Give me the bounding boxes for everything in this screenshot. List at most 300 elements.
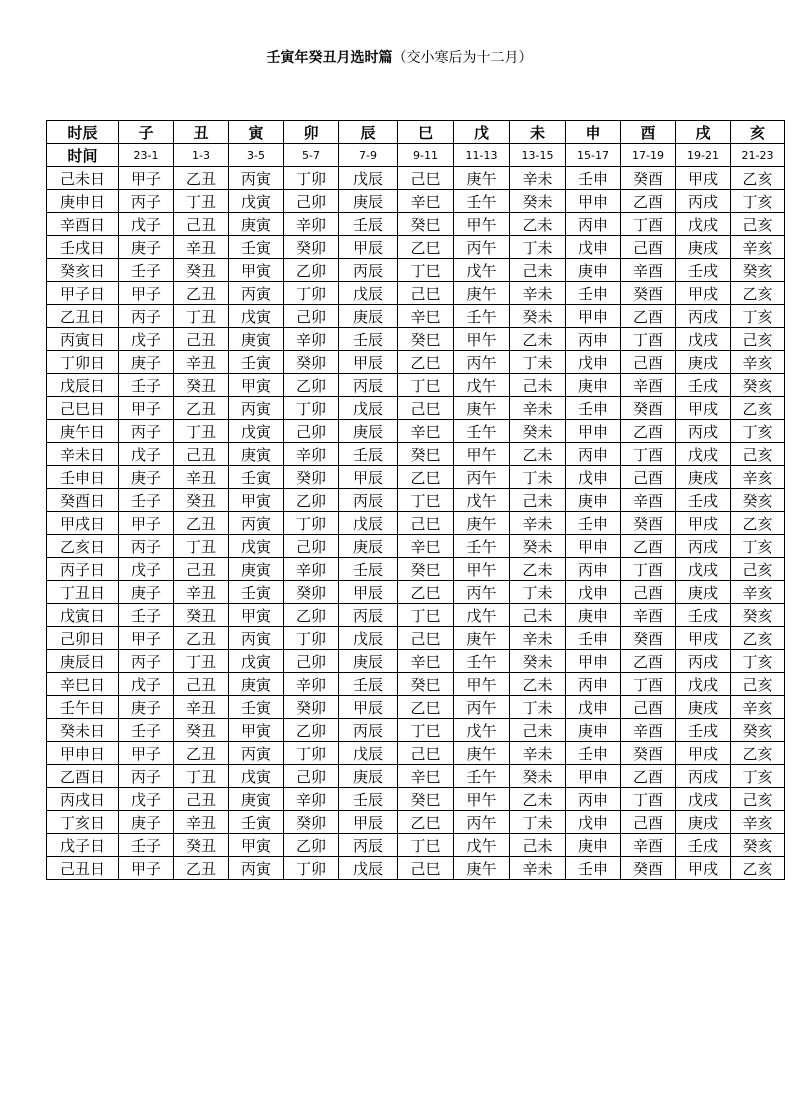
ganzhi-cell: 丁酉: [621, 213, 676, 236]
ganzhi-cell: 己亥: [731, 213, 785, 236]
ganzhi-cell: 丙辰: [339, 489, 398, 512]
table-row: [47, 489, 785, 512]
ganzhi-cell: 己未: [510, 604, 566, 627]
ganzhi-cell: 甲子: [119, 397, 174, 420]
ganzhi-cell: 甲子: [119, 857, 174, 880]
ganzhi-cell: 丙寅: [229, 857, 284, 880]
ganzhi-cell: 己卯: [284, 765, 339, 788]
ganzhi-cell: 甲午: [454, 213, 510, 236]
ganzhi-cell: 壬午: [454, 305, 510, 328]
ganzhi-cell: 丙寅: [229, 397, 284, 420]
ganzhi-cell: 庚辰: [339, 765, 398, 788]
ganzhi-cell: 乙酉: [621, 305, 676, 328]
ganzhi-cell: 丙戌: [676, 420, 731, 443]
ganzhi-cell: 戊子: [119, 788, 174, 811]
ganzhi-cell: 庚子: [119, 811, 174, 834]
table-row: [47, 696, 785, 719]
header-label: 时辰: [47, 121, 119, 144]
ganzhi-cell: 丁未: [510, 466, 566, 489]
title-main: 壬寅年癸丑月选时篇: [266, 50, 393, 66]
ganzhi-cell: 庚申: [566, 259, 621, 282]
ganzhi-cell: 辛丑: [174, 466, 229, 489]
ganzhi-cell: 甲寅: [229, 259, 284, 282]
ganzhi-cell: 庚午: [454, 397, 510, 420]
ganzhi-cell: 乙酉: [621, 190, 676, 213]
hour-range-cell: 3-5: [229, 144, 284, 167]
table-row: [47, 834, 785, 857]
ganzhi-cell: 己丑: [174, 328, 229, 351]
ganzhi-cell: 癸丑: [174, 259, 229, 282]
day-label-cell: 乙丑日: [47, 305, 119, 328]
ganzhi-cell: 乙酉: [621, 420, 676, 443]
ganzhi-cell: 壬午: [454, 420, 510, 443]
ganzhi-cell: 癸卯: [284, 811, 339, 834]
ganzhi-cell: 癸巳: [398, 328, 454, 351]
ganzhi-cell: 癸酉: [621, 167, 676, 190]
ganzhi-cell: 戊戌: [676, 328, 731, 351]
ganzhi-cell: 丙辰: [339, 834, 398, 857]
ganzhi-cell: 癸巳: [398, 443, 454, 466]
ganzhi-cell: 丙子: [119, 305, 174, 328]
day-label-cell: 壬戌日: [47, 236, 119, 259]
ganzhi-cell: 戊午: [454, 259, 510, 282]
branch-header-cell: 子: [119, 121, 174, 144]
ganzhi-cell: 丁未: [510, 236, 566, 259]
ganzhi-cell: 己亥: [731, 788, 785, 811]
hour-range-cell: 11-13: [454, 144, 510, 167]
ganzhi-cell: 甲申: [566, 305, 621, 328]
day-label-cell: 己未日: [47, 167, 119, 190]
ganzhi-cell: 己亥: [731, 558, 785, 581]
ganzhi-cell: 丙午: [454, 581, 510, 604]
ganzhi-cell: 丁巳: [398, 259, 454, 282]
ganzhi-cell: 甲子: [119, 627, 174, 650]
ganzhi-cell: 甲午: [454, 673, 510, 696]
ganzhi-cell: 辛巳: [398, 190, 454, 213]
ganzhi-cell: 癸酉: [621, 857, 676, 880]
day-label-cell: 丙寅日: [47, 328, 119, 351]
ganzhi-cell: 戊申: [566, 236, 621, 259]
day-label-cell: 己卯日: [47, 627, 119, 650]
ganzhi-cell: 丙申: [566, 328, 621, 351]
ganzhi-cell: 丁丑: [174, 190, 229, 213]
ganzhi-cell: 己巳: [398, 167, 454, 190]
ganzhi-cell: 癸丑: [174, 489, 229, 512]
ganzhi-cell: 戊寅: [229, 305, 284, 328]
branch-header-cell: 辰: [339, 121, 398, 144]
ganzhi-cell: 丙子: [119, 190, 174, 213]
ganzhi-cell: 戊子: [119, 673, 174, 696]
table-row: [47, 236, 785, 259]
ganzhi-cell: 戊寅: [229, 535, 284, 558]
ganzhi-cell: 戊午: [454, 719, 510, 742]
ganzhi-cell: 己酉: [621, 351, 676, 374]
ganzhi-cell: 丙戌: [676, 305, 731, 328]
day-label-cell: 丙子日: [47, 558, 119, 581]
ganzhi-cell: 庚戌: [676, 811, 731, 834]
ganzhi-cell: 壬戌: [676, 834, 731, 857]
day-label-cell: 辛未日: [47, 443, 119, 466]
ganzhi-cell: 己巳: [398, 627, 454, 650]
ganzhi-cell: 戊子: [119, 443, 174, 466]
table-row: [47, 282, 785, 305]
ganzhi-cell: 乙丑: [174, 282, 229, 305]
ganzhi-cell: 甲申: [566, 650, 621, 673]
ganzhi-cell: 癸丑: [174, 834, 229, 857]
ganzhi-cell: 辛丑: [174, 351, 229, 374]
ganzhi-cell: 乙巳: [398, 236, 454, 259]
ganzhi-cell: 庚午: [454, 512, 510, 535]
table-row: [47, 466, 785, 489]
table-row: [47, 719, 785, 742]
ganzhi-cell: 丁丑: [174, 420, 229, 443]
ganzhi-cell: 庚寅: [229, 788, 284, 811]
ganzhi-cell: 壬申: [566, 857, 621, 880]
ganzhi-cell: 乙巳: [398, 811, 454, 834]
day-label-cell: 己丑日: [47, 857, 119, 880]
ganzhi-cell: 己酉: [621, 811, 676, 834]
ganzhi-cell: 乙丑: [174, 742, 229, 765]
ganzhi-cell: 乙卯: [284, 489, 339, 512]
ganzhi-cell: 丁卯: [284, 857, 339, 880]
ganzhi-cell: 癸丑: [174, 374, 229, 397]
ganzhi-cell: 辛亥: [731, 696, 785, 719]
ganzhi-cell: 丁亥: [731, 535, 785, 558]
ganzhi-cell: 乙卯: [284, 374, 339, 397]
ganzhi-cell: 壬辰: [339, 558, 398, 581]
ganzhi-cell: 己酉: [621, 696, 676, 719]
branch-header-cell: 巳: [398, 121, 454, 144]
ganzhi-cell: 己未: [510, 259, 566, 282]
ganzhi-cell: 己未: [510, 834, 566, 857]
day-label-cell: 甲子日: [47, 282, 119, 305]
ganzhi-cell: 辛未: [510, 627, 566, 650]
day-label-cell: 乙酉日: [47, 765, 119, 788]
ganzhi-cell: 己巳: [398, 742, 454, 765]
ganzhi-cell: 丙午: [454, 696, 510, 719]
branch-header-cell: 丑: [174, 121, 229, 144]
ganzhi-cell: 乙亥: [731, 857, 785, 880]
ganzhi-cell: 癸亥: [731, 489, 785, 512]
ganzhi-cell: 戊申: [566, 351, 621, 374]
ganzhi-cell: 壬午: [454, 650, 510, 673]
table-row: [47, 857, 785, 880]
ganzhi-cell: 癸丑: [174, 719, 229, 742]
ganzhi-cell: 癸酉: [621, 742, 676, 765]
hours-row: [47, 144, 785, 167]
ganzhi-cell: 庚辰: [339, 650, 398, 673]
ganzhi-cell: 丁巳: [398, 489, 454, 512]
ganzhi-cell: 戊寅: [229, 765, 284, 788]
ganzhi-cell: 辛巳: [398, 305, 454, 328]
ganzhi-cell: 庚申: [566, 604, 621, 627]
ganzhi-cell: 癸巳: [398, 558, 454, 581]
ganzhi-cell: 戊子: [119, 213, 174, 236]
ganzhi-cell: 辛亥: [731, 811, 785, 834]
ganzhi-cell: 丙午: [454, 236, 510, 259]
ganzhi-cell: 壬辰: [339, 443, 398, 466]
ganzhi-cell: 戊申: [566, 811, 621, 834]
ganzhi-cell: 戊辰: [339, 512, 398, 535]
ganzhi-cell: 丙辰: [339, 719, 398, 742]
ganzhi-cell: 丙戌: [676, 650, 731, 673]
ganzhi-cell: 辛未: [510, 397, 566, 420]
ganzhi-cell: 癸酉: [621, 627, 676, 650]
ganzhi-cell: 壬戌: [676, 604, 731, 627]
ganzhi-cell: 壬午: [454, 765, 510, 788]
ganzhi-cell: 戊午: [454, 834, 510, 857]
day-label-cell: 丁丑日: [47, 581, 119, 604]
ganzhi-cell: 丙寅: [229, 167, 284, 190]
ganzhi-cell: 庚辰: [339, 190, 398, 213]
ganzhi-cell: 丙子: [119, 765, 174, 788]
ganzhi-cell: 庚戌: [676, 236, 731, 259]
ganzhi-cell: 壬申: [566, 742, 621, 765]
ganzhi-cell: 癸亥: [731, 719, 785, 742]
table-row: [47, 190, 785, 213]
ganzhi-cell: 壬寅: [229, 581, 284, 604]
ganzhi-cell: 辛丑: [174, 236, 229, 259]
ganzhi-cell: 己巳: [398, 282, 454, 305]
ganzhi-cell: 己亥: [731, 328, 785, 351]
ganzhi-cell: 乙丑: [174, 857, 229, 880]
ganzhi-cell: 辛未: [510, 282, 566, 305]
ganzhi-cell: 己丑: [174, 213, 229, 236]
ganzhi-cell: 庚戌: [676, 466, 731, 489]
ganzhi-cell: 辛亥: [731, 236, 785, 259]
ganzhi-cell: 庚寅: [229, 558, 284, 581]
day-label-cell: 壬午日: [47, 696, 119, 719]
ganzhi-cell: 庚申: [566, 489, 621, 512]
ganzhi-cell: 丁酉: [621, 443, 676, 466]
ganzhi-cell: 丙寅: [229, 627, 284, 650]
ganzhi-cell: 戊辰: [339, 627, 398, 650]
ganzhi-cell: 戊戌: [676, 558, 731, 581]
ganzhi-cell: 乙未: [510, 788, 566, 811]
ganzhi-cell: 甲子: [119, 167, 174, 190]
ganzhi-cell: 己卯: [284, 535, 339, 558]
ganzhi-cell: 癸酉: [621, 397, 676, 420]
table-row: [47, 650, 785, 673]
ganzhi-cell: 乙未: [510, 673, 566, 696]
table-row: [47, 535, 785, 558]
ganzhi-cell: 戊申: [566, 466, 621, 489]
ganzhi-cell: 丁未: [510, 696, 566, 719]
ganzhi-cell: 庚辰: [339, 420, 398, 443]
ganzhi-cell: 癸卯: [284, 236, 339, 259]
day-label-cell: 乙亥日: [47, 535, 119, 558]
branch-header-cell: 卯: [284, 121, 339, 144]
ganzhi-cell: 乙未: [510, 328, 566, 351]
day-label-cell: 壬申日: [47, 466, 119, 489]
ganzhi-cell: 壬戌: [676, 489, 731, 512]
ganzhi-cell: 壬辰: [339, 788, 398, 811]
ganzhi-cell: 辛卯: [284, 328, 339, 351]
ganzhi-cell: 甲戌: [676, 857, 731, 880]
ganzhi-cell: 己丑: [174, 673, 229, 696]
ganzhi-cell: 癸卯: [284, 696, 339, 719]
ganzhi-cell: 丙申: [566, 558, 621, 581]
ganzhi-cell: 癸亥: [731, 374, 785, 397]
branch-header-cell: 酉: [621, 121, 676, 144]
ganzhi-cell: 庚戌: [676, 351, 731, 374]
ganzhi-cell: 辛丑: [174, 581, 229, 604]
ganzhi-cell: 戊寅: [229, 650, 284, 673]
ganzhi-cell: 庚寅: [229, 673, 284, 696]
ganzhi-cell: 己亥: [731, 673, 785, 696]
ganzhi-cell: 壬子: [119, 259, 174, 282]
table-row: [47, 673, 785, 696]
ganzhi-cell: 壬戌: [676, 259, 731, 282]
table-row: [47, 742, 785, 765]
ganzhi-cell: 丙午: [454, 466, 510, 489]
ganzhi-cell: 丙戌: [676, 765, 731, 788]
ganzhi-cell: 丙申: [566, 788, 621, 811]
ganzhi-cell: 甲申: [566, 190, 621, 213]
hour-range-cell: 7-9: [339, 144, 398, 167]
ganzhi-cell: 辛酉: [621, 374, 676, 397]
branch-header-cell: 亥: [731, 121, 785, 144]
ganzhi-cell: 丁卯: [284, 282, 339, 305]
table-row: [47, 443, 785, 466]
ganzhi-cell: 甲辰: [339, 236, 398, 259]
ganzhi-cell: 丁卯: [284, 167, 339, 190]
ganzhi-cell: 丙寅: [229, 742, 284, 765]
ganzhi-cell: 己巳: [398, 857, 454, 880]
day-label-cell: 甲申日: [47, 742, 119, 765]
ganzhi-cell: 乙卯: [284, 719, 339, 742]
ganzhi-cell: 辛丑: [174, 696, 229, 719]
ganzhi-cell: 癸亥: [731, 604, 785, 627]
ganzhi-cell: 丙申: [566, 673, 621, 696]
ganzhi-cell: 辛卯: [284, 213, 339, 236]
ganzhi-cell: 乙卯: [284, 259, 339, 282]
ganzhi-cell: 壬辰: [339, 673, 398, 696]
ganzhi-cell: 甲子: [119, 512, 174, 535]
table-row: [47, 558, 785, 581]
ganzhi-cell: 乙亥: [731, 167, 785, 190]
ganzhi-cell: 辛卯: [284, 788, 339, 811]
ganzhi-cell: 戊午: [454, 489, 510, 512]
ganzhi-cell: 己未: [510, 719, 566, 742]
ganzhi-cell: 庚寅: [229, 213, 284, 236]
ganzhi-cell: 癸未: [510, 765, 566, 788]
ganzhi-cell: 戊戌: [676, 788, 731, 811]
ganzhi-cell: 辛酉: [621, 604, 676, 627]
ganzhi-cell: 丙寅: [229, 512, 284, 535]
ganzhi-cell: 戊辰: [339, 857, 398, 880]
ganzhi-cell: 壬寅: [229, 696, 284, 719]
ganzhi-cell: 丁巳: [398, 604, 454, 627]
ganzhi-cell: 壬寅: [229, 811, 284, 834]
hours-label: 时间: [47, 144, 119, 167]
ganzhi-cell: 乙亥: [731, 512, 785, 535]
day-label-cell: 戊子日: [47, 834, 119, 857]
ganzhi-cell: 庚子: [119, 236, 174, 259]
table-row: [47, 397, 785, 420]
ganzhi-cell: 乙巳: [398, 581, 454, 604]
ganzhi-cell: 庚午: [454, 857, 510, 880]
ganzhi-cell: 甲寅: [229, 374, 284, 397]
day-label-cell: 庚申日: [47, 190, 119, 213]
ganzhi-cell: 己卯: [284, 305, 339, 328]
ganzhi-cell: 己酉: [621, 236, 676, 259]
ganzhi-cell: 乙亥: [731, 742, 785, 765]
ganzhi-cell: 丙子: [119, 650, 174, 673]
day-label-cell: 癸未日: [47, 719, 119, 742]
ganzhi-cell: 辛未: [510, 742, 566, 765]
ganzhi-cell: 辛巳: [398, 535, 454, 558]
ganzhi-cell: 癸卯: [284, 581, 339, 604]
ganzhi-cell: 丁亥: [731, 190, 785, 213]
ganzhi-cell: 丙戌: [676, 535, 731, 558]
ganzhi-cell: 甲辰: [339, 466, 398, 489]
ganzhi-cell: 乙未: [510, 443, 566, 466]
ganzhi-cell: 己丑: [174, 558, 229, 581]
ganzhi-cell: 丁丑: [174, 305, 229, 328]
hour-range-cell: 19-21: [676, 144, 731, 167]
ganzhi-cell: 甲辰: [339, 811, 398, 834]
ganzhi-cell: 庚子: [119, 581, 174, 604]
ganzhi-cell: 辛丑: [174, 811, 229, 834]
table-row: [47, 328, 785, 351]
ganzhi-cell: 戊辰: [339, 397, 398, 420]
ganzhi-cell: 乙巳: [398, 466, 454, 489]
header-row: [47, 121, 785, 144]
ganzhi-cell: 乙亥: [731, 627, 785, 650]
ganzhi-cell: 甲申: [566, 765, 621, 788]
ganzhi-cell: 乙未: [510, 213, 566, 236]
ganzhi-cell: 辛亥: [731, 466, 785, 489]
ganzhi-cell: 癸亥: [731, 259, 785, 282]
table-body: [47, 121, 785, 880]
day-label-cell: 丙戌日: [47, 788, 119, 811]
ganzhi-cell: 壬申: [566, 397, 621, 420]
ganzhi-cell: 乙酉: [621, 650, 676, 673]
branch-header-cell: 戊: [454, 121, 510, 144]
branch-header-cell: 寅: [229, 121, 284, 144]
ganzhi-cell: 壬辰: [339, 213, 398, 236]
ganzhi-cell: 庚午: [454, 282, 510, 305]
ganzhi-cell: 戊午: [454, 374, 510, 397]
ganzhi-cell: 己酉: [621, 466, 676, 489]
table-row: [47, 351, 785, 374]
ganzhi-cell: 癸酉: [621, 512, 676, 535]
ganzhi-cell: 戊戌: [676, 673, 731, 696]
hour-range-cell: 21-23: [731, 144, 785, 167]
ganzhi-cell: 壬午: [454, 535, 510, 558]
ganzhi-cell: 甲寅: [229, 604, 284, 627]
ganzhi-cell: 乙丑: [174, 512, 229, 535]
ganzhi-cell: 壬申: [566, 167, 621, 190]
ganzhi-cell: 戊子: [119, 558, 174, 581]
hour-range-cell: 1-3: [174, 144, 229, 167]
ganzhi-cell: 庚寅: [229, 443, 284, 466]
ganzhi-cell: 丁巳: [398, 374, 454, 397]
ganzhi-cell: 丁巳: [398, 834, 454, 857]
ganzhi-cell: 戊申: [566, 581, 621, 604]
ganzhi-cell: 乙酉: [621, 535, 676, 558]
ganzhi-cell: 辛未: [510, 167, 566, 190]
ganzhi-cell: 庚戌: [676, 696, 731, 719]
table-row: [47, 581, 785, 604]
ganzhi-cell: 壬子: [119, 834, 174, 857]
ganzhi-cell: 丁未: [510, 351, 566, 374]
ganzhi-cell: 丁卯: [284, 512, 339, 535]
ganzhi-cell: 辛酉: [621, 489, 676, 512]
day-label-cell: 庚午日: [47, 420, 119, 443]
ganzhi-cell: 丙辰: [339, 374, 398, 397]
